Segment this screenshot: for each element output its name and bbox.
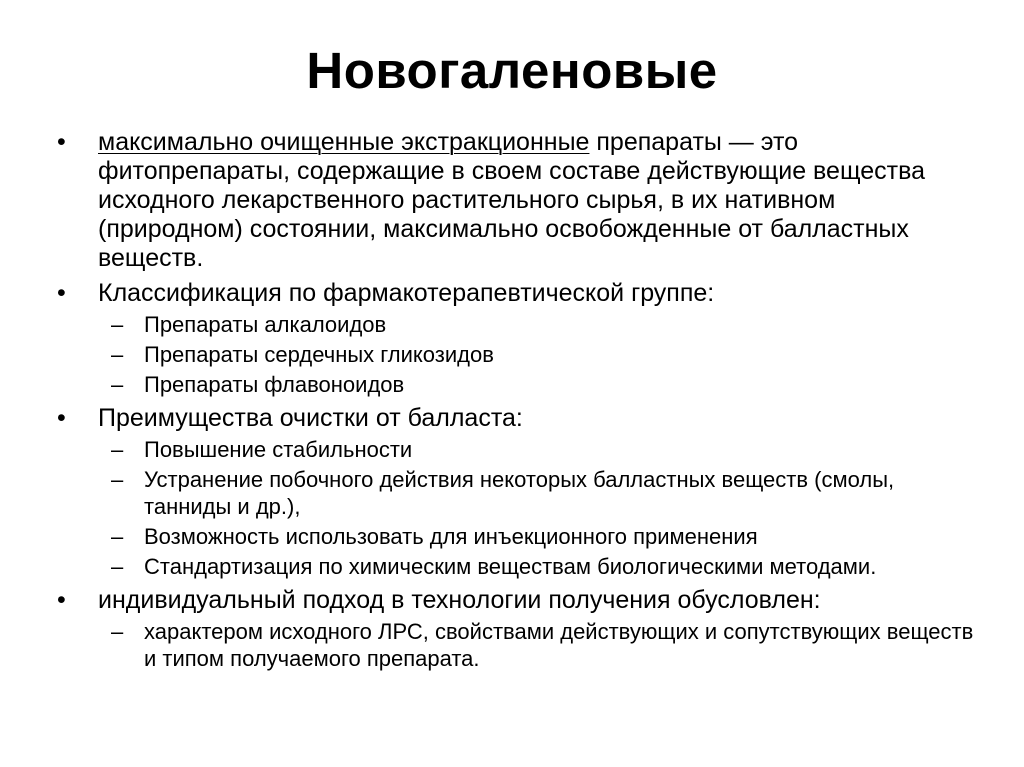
bullet-text: индивидуальный подход в технологии получения обусловлен: xyxy=(98,586,821,614)
bullet-icon: • xyxy=(57,279,66,307)
sub-item-text: Повышение стабильности xyxy=(144,437,413,462)
sub-item-text: Устранение побочного действия некоторых балластных веществ (смолы, танниды и др.), xyxy=(144,467,895,519)
dash-icon: – xyxy=(111,554,124,579)
bullet-icon: • xyxy=(57,404,66,432)
sub-item xyxy=(0,618,1024,672)
sub-item xyxy=(0,523,1024,550)
sub-item xyxy=(0,371,1024,398)
sub-item-text: Препараты сердечных гликозидов xyxy=(144,342,494,367)
bullet-row xyxy=(0,404,1024,433)
bullet-list xyxy=(0,128,1024,672)
sub-item-text: Возможность использовать для инъекционного применения xyxy=(144,524,758,549)
sub-item-text: Стандартизация по химическим веществам биологическими методами. xyxy=(144,554,877,579)
sub-item-text: характером исходного ЛРС, свойствами действующих и сопутствующих веществ и типом получаемого препарата. xyxy=(144,619,974,671)
sub-item xyxy=(0,466,1024,520)
sub-item xyxy=(0,436,1024,463)
dash-icon: – xyxy=(111,437,124,462)
list-item xyxy=(0,404,1024,580)
bullet-icon: • xyxy=(57,586,66,614)
sub-item xyxy=(0,311,1024,338)
bullet-row xyxy=(0,279,1024,308)
bullet-text: Классификация по фармакотерапевтической группе: xyxy=(98,279,715,307)
bullet-row xyxy=(0,128,1024,273)
list-item xyxy=(0,128,1024,273)
dash-icon: – xyxy=(111,342,124,367)
bullet-text xyxy=(98,128,984,273)
underlined-term: максимально очищенные экстракционные xyxy=(98,128,590,156)
list-item xyxy=(0,279,1024,398)
sub-item xyxy=(0,553,1024,580)
bullet-row xyxy=(0,586,1024,615)
bullet-text: Преимущества очистки от балласта: xyxy=(98,404,523,432)
dash-icon: – xyxy=(111,524,124,549)
dash-icon: – xyxy=(111,619,124,644)
dash-icon: – xyxy=(111,372,124,397)
list-item xyxy=(0,586,1024,672)
sub-item-text: Препараты флавоноидов xyxy=(144,372,405,397)
dash-icon: – xyxy=(111,312,124,337)
sub-item xyxy=(0,341,1024,368)
dash-icon: – xyxy=(111,467,124,492)
bullet-icon: • xyxy=(57,128,66,156)
definition-text: препараты — это фитопрепараты, содержащие в своем составе действующие вещества исходного лекарственного растительного сырья, в их нативном (природном) состоянии, максимально освобожденные от балластных веществ. xyxy=(98,128,926,272)
sub-item-text: Препараты алкалоидов xyxy=(144,312,387,337)
slide-title: Новогаленовые xyxy=(306,42,718,99)
